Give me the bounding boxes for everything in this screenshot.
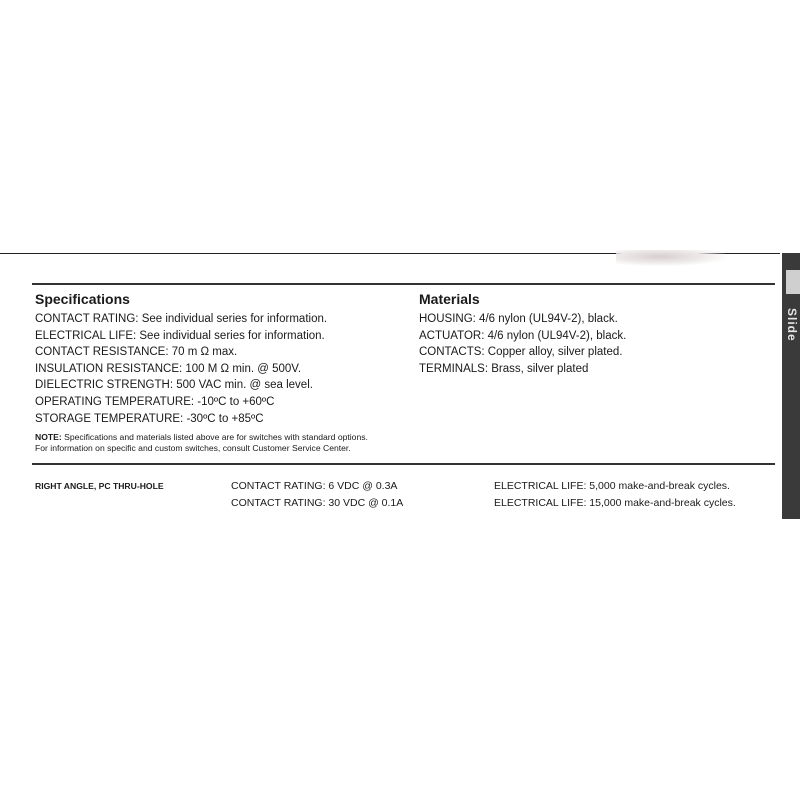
- specifications-heading: Specifications: [35, 291, 130, 307]
- section-divider: [32, 283, 775, 285]
- note-text-1: Specifications and materials listed above are for switches with standard options.: [64, 432, 368, 442]
- spec-item-dielectric-strength: DIELECTRIC STRENGTH: 500 VAC min. @ sea level.: [35, 379, 313, 392]
- materials-list: [419, 311, 626, 377]
- side-tab-label: Slide: [785, 308, 799, 342]
- spec-item-contact-resistance: CONTACT RESISTANCE: 70 m Ω max.: [35, 346, 238, 359]
- spec-item-operating-temperature: OPERATING TEMPERATURE: -10ºC to +60ºC: [35, 395, 275, 408]
- electrical-life-column: [494, 478, 736, 511]
- table-divider: [32, 463, 775, 465]
- contact-rating-column: [231, 478, 403, 511]
- materials-heading: Materials: [419, 291, 480, 307]
- material-item-housing: HOUSING: 4/6 nylon (UL94V-2), black.: [419, 313, 618, 325]
- spec-item-storage-temperature: STORAGE TEMPERATURE: -30ºC to +85ºC: [35, 412, 264, 425]
- contact-rating-value: CONTACT RATING: 6 VDC @ 0.3A: [231, 480, 398, 492]
- note-line-1: [35, 432, 368, 443]
- note-block: [35, 432, 368, 454]
- table-row-label: RIGHT ANGLE, PC THRU-HOLE: [35, 481, 164, 491]
- note-line-2: For information on specific and custom switches, consult Customer Service Center.: [35, 443, 351, 453]
- specifications-list: [35, 311, 327, 427]
- material-item-terminals: TERMINALS: Brass, silver plated: [419, 362, 589, 375]
- electrical-life-value: ELECTRICAL LIFE: 5,000 make-and-break cycles.: [494, 480, 730, 492]
- material-item-actuator: ACTUATOR: 4/6 nylon (UL94V-2), black.: [419, 329, 627, 342]
- electrical-life-value: ELECTRICAL LIFE: 15,000 make-and-break cycles.: [494, 496, 736, 509]
- spec-item-electrical-life: ELECTRICAL LIFE: See individual series for information.: [35, 329, 325, 342]
- spec-item-insulation-resistance: INSULATION RESISTANCE: 100 M Ω min. @ 500V.: [35, 362, 302, 375]
- product-image-fragment: [616, 250, 726, 266]
- side-tab-highlight: [786, 270, 800, 294]
- note-label: NOTE:: [35, 432, 62, 442]
- spec-item-contact-rating: CONTACT RATING: See individual series for information.: [35, 313, 328, 325]
- contact-rating-value: CONTACT RATING: 30 VDC @ 0.1A: [231, 496, 404, 509]
- material-item-contacts: CONTACTS: Copper alloy, silver plated.: [419, 346, 623, 359]
